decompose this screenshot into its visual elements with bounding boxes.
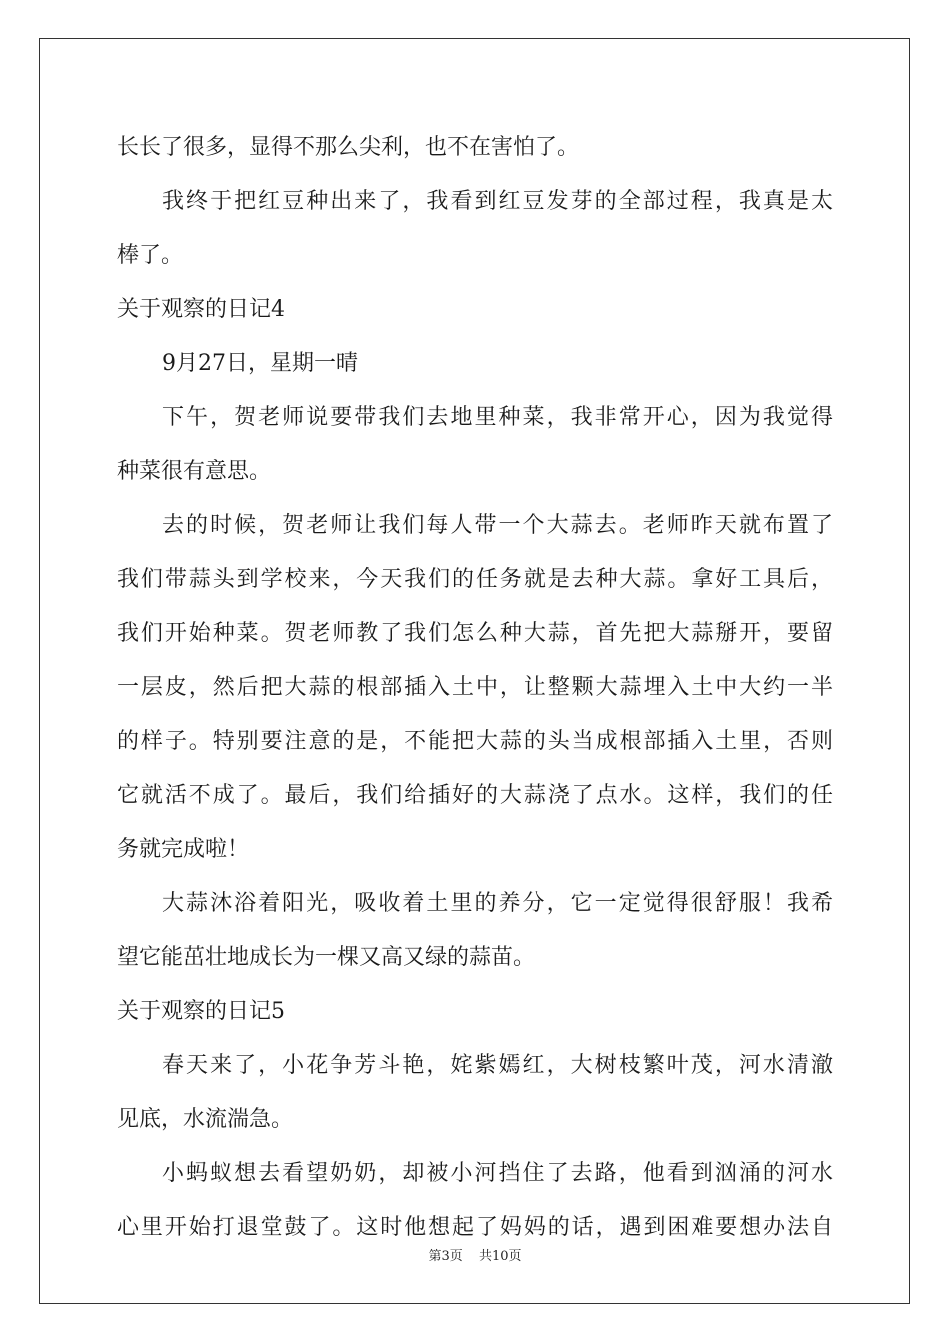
paragraph-line: 大蒜沐浴着阳光，吸收着土里的养分，它一定觉得很舒服！我希 bbox=[162, 891, 833, 916]
text-line: 棒了。 bbox=[117, 243, 184, 268]
text-line: 一层皮，然后把大蒜的根部插入土中，让整颗大蒜埋入土中大约一半 bbox=[117, 675, 833, 700]
text-line: 务就完成啦！ bbox=[117, 837, 250, 862]
text-line: 种菜很有意思。 bbox=[117, 459, 272, 484]
diary-date: 9月27日，星期一晴 bbox=[162, 351, 358, 376]
paragraph-line: 我终于把红豆种出来了，我看到红豆发芽的全部过程，我真是太 bbox=[162, 189, 833, 214]
paragraph-line: 小蚂蚁想去看望奶奶，却被小河挡住了去路，他看到汹涌的河水 bbox=[162, 1161, 833, 1186]
paragraph-line: 去的时候，贺老师让我们每人带一个大蒜去。老师昨天就布置了 bbox=[162, 513, 833, 538]
section-heading: 关于观察的日记4 bbox=[117, 297, 285, 322]
paragraph-line: 下午，贺老师说要带我们去地里种菜，我非常开心，因为我觉得 bbox=[162, 405, 833, 430]
page-total: 共10页 bbox=[478, 1249, 522, 1264]
text-line: 心里开始打退堂鼓了。这时他想起了妈妈的话，遇到困难要想办法自 bbox=[117, 1215, 833, 1240]
page-number: 第3页 bbox=[428, 1249, 463, 1264]
text-line: 它就活不成了。最后，我们给插好的大蒜浇了点水。这样，我们的任 bbox=[117, 783, 833, 808]
document-body bbox=[117, 126, 833, 1260]
text-line: 望它能茁壮地成长为一棵又高又绿的蒜苗。 bbox=[117, 945, 536, 970]
section-heading: 关于观察的日记5 bbox=[117, 999, 285, 1024]
text-line: 的样子。特别要注意的是，不能把大蒜的头当成根部插入土里，否则 bbox=[117, 729, 833, 754]
text-line: 见底，水流湍急。 bbox=[117, 1107, 294, 1132]
paragraph-line: 春天来了，小花争芳斗艳，姹紫嫣红，大树枝繁叶茂，河水清澈 bbox=[162, 1053, 833, 1078]
text-line: 我们开始种菜。贺老师教了我们怎么种大蒜，首先把大蒜掰开，要留 bbox=[117, 621, 833, 646]
text-line: 我们带蒜头到学校来，今天我们的任务就是去种大蒜。拿好工具后， bbox=[117, 567, 833, 592]
page-footer bbox=[0, 1245, 950, 1264]
text-line: 长长了很多，显得不那么尖利，也不在害怕了。 bbox=[117, 135, 580, 160]
